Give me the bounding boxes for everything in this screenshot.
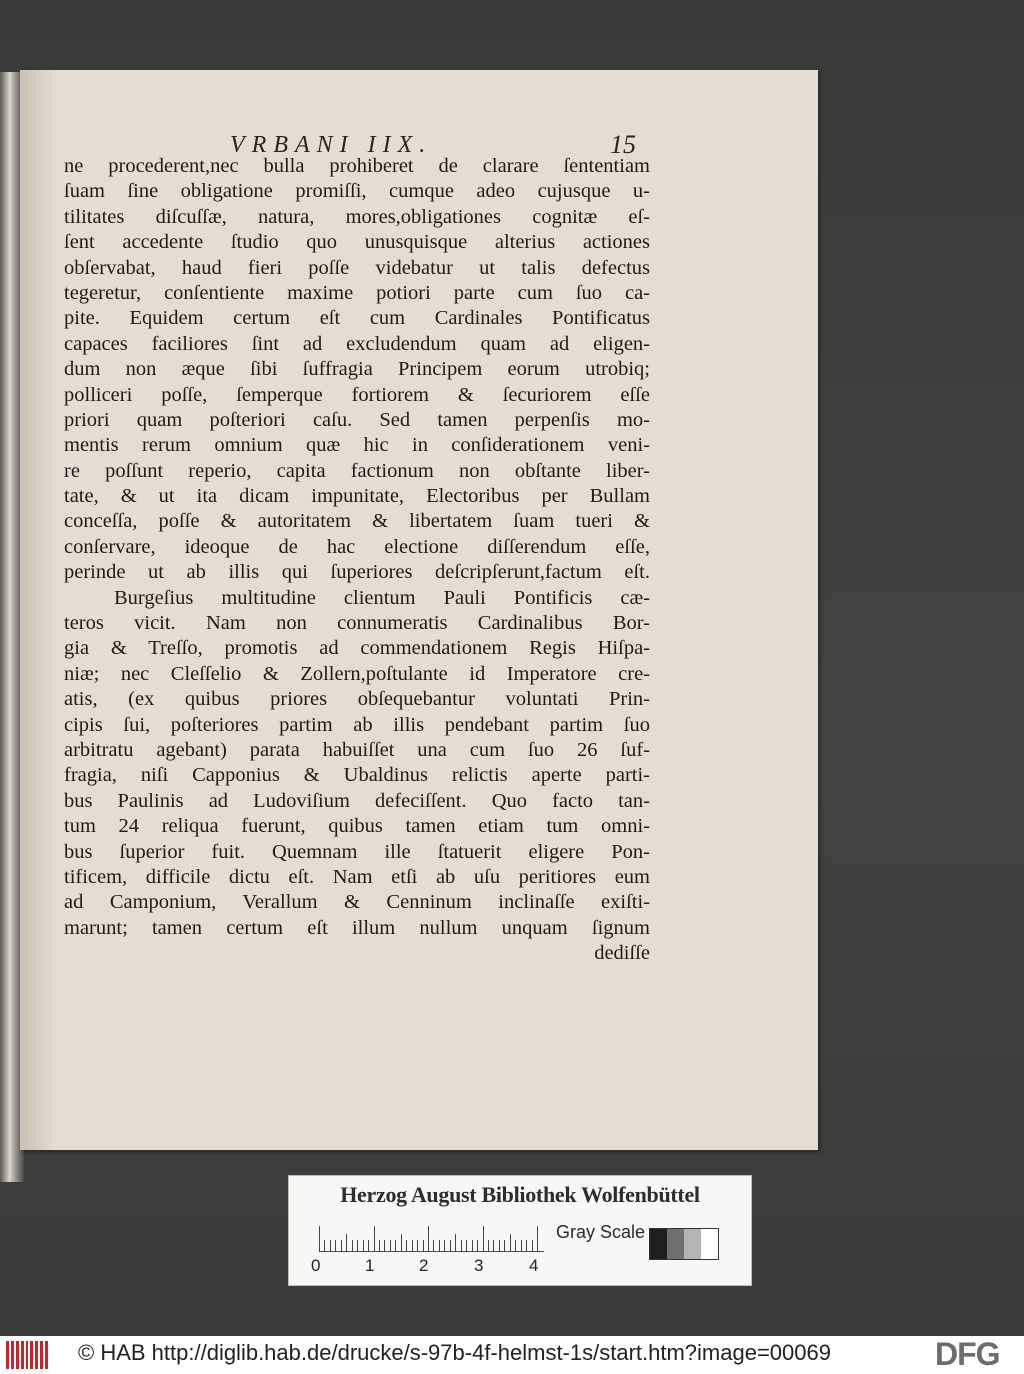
ruler-tick xyxy=(521,1240,522,1252)
barcode-icon xyxy=(6,1341,48,1369)
text-line: priori quam poſteriori caſu. Sed tamen perpenſis mo- xyxy=(64,408,650,431)
library-color-card xyxy=(288,1175,752,1286)
text-line: pite. Equidem certum eſt cum Cardinales Pontificatus xyxy=(64,307,650,330)
body-text xyxy=(64,154,650,967)
ruler-tick xyxy=(504,1240,505,1252)
gray-swatch xyxy=(684,1229,701,1259)
ruler-tick xyxy=(384,1240,385,1252)
ruler-tick xyxy=(401,1234,402,1252)
ruler-tick xyxy=(493,1240,494,1252)
ruler-tick xyxy=(526,1240,527,1252)
ruler-tick xyxy=(515,1240,516,1252)
ruler-tick xyxy=(423,1240,424,1252)
ruler-tick xyxy=(417,1240,418,1252)
text-line: ad Camponium, Verallum & Cenninum inclinaſſe exiſti- xyxy=(64,891,650,914)
text-line: obſervabat, haud fieri poſſe videbatur ut talis defectus xyxy=(64,256,650,279)
text-line: niæ; nec Cleſſelio & Zollern,poſtulante id Imperatore cre- xyxy=(64,662,650,685)
ruler-tick xyxy=(488,1240,489,1252)
ruler-number: 2 xyxy=(419,1256,429,1275)
text-line: tum 24 reliqua fuerunt, quibus tamen etiam tum omni- xyxy=(64,815,650,838)
page-number: 15 xyxy=(610,130,636,159)
ruler-tick xyxy=(433,1240,434,1252)
ruler-tick xyxy=(357,1240,358,1252)
ruler-tick xyxy=(390,1240,391,1252)
ruler-tick xyxy=(379,1240,380,1252)
text-line: tate, & ut ita dicam impunitate, Electoribus per Bullam xyxy=(64,485,650,508)
text-line: teros vicit. Nam non connumeratis Cardinalibus Bor- xyxy=(64,612,650,635)
ruler-tick xyxy=(330,1240,331,1252)
ruler-tick xyxy=(346,1234,347,1252)
text-line: bus Paulinis ad Ludoviſium defeciſſent. Quo facto tan- xyxy=(64,789,650,812)
text-line: marunt; tamen certum eſt illum nullum unquam ſignum xyxy=(64,916,650,939)
ruler-tick xyxy=(324,1240,325,1252)
ruler-tick xyxy=(461,1240,462,1252)
ruler-tick xyxy=(466,1240,467,1252)
text-line: polliceri poſſe, ſemperque fortiorem & ſecuriorem eſſe xyxy=(64,383,650,406)
text-line: ſuam ſine obligatione promiſſi, cumque adeo cujusque u- xyxy=(64,180,650,203)
text-line: capaces faciliores ſint ad excludendum quam ad eligen- xyxy=(64,332,650,355)
ruler-tick xyxy=(335,1240,336,1252)
ruler-tick xyxy=(412,1240,413,1252)
gray-scale-label: Gray Scale xyxy=(556,1222,646,1242)
text-line: ſent accedente ſtudio quo unusquisque alterius actiones xyxy=(64,231,650,254)
text-line: gia & Treſſo, promotis ad commendationem Regis Hiſpa- xyxy=(64,637,650,660)
gutter-shadow xyxy=(20,70,56,1150)
text-line: dum non æque ſibi ſuffragia Principem eorum utrobiq; xyxy=(64,358,650,381)
ruler-tick xyxy=(450,1240,451,1252)
running-head-title: VRBANI IIX. xyxy=(230,132,433,158)
text-line: re poſſunt reperio, capita factionum non obſtante liber- xyxy=(64,459,650,482)
library-name: Herzog August Bibliothek Wolfenbüttel xyxy=(340,1182,700,1207)
gray-swatch xyxy=(667,1229,684,1259)
ruler-tick xyxy=(537,1226,538,1252)
text-line: bus ſuperior fuit. Quemnam ille ſtatuerit eligere Pon- xyxy=(64,840,650,863)
text-line: fragia, niſi Capponius & Ubaldinus relictis aperte parti- xyxy=(64,764,650,787)
ruler-tick xyxy=(363,1240,364,1252)
text-line: cipis ſui, poſteriores partim ab illis pendebant partim ſuo xyxy=(64,713,650,736)
text-line: conſervare, ideoque de hac electione diſſerendum eſſe, xyxy=(64,535,650,558)
gray-swatch xyxy=(650,1229,667,1259)
ruler-tick xyxy=(368,1240,369,1252)
book-page xyxy=(20,70,818,1150)
ruler-tick xyxy=(444,1240,445,1252)
footer-bar xyxy=(0,1336,1024,1374)
ruler-tick xyxy=(428,1226,429,1252)
text-line: conceſſa, poſſe & autoritatem & libertatem ſuam tueri & xyxy=(64,510,650,533)
text-line: arbitratu agebant) parata habuiſſet una cum ſuo 26 ſuf- xyxy=(64,738,650,761)
ruler-tick xyxy=(499,1240,500,1252)
ruler-tick xyxy=(477,1240,478,1252)
ruler-tick xyxy=(455,1234,456,1252)
ruler-tick xyxy=(406,1240,407,1252)
text-line: perinde ut ab illis qui ſuperiores deſcripſerunt,factum eſt. xyxy=(64,561,650,584)
text-line: ne procederent,nec bulla prohiberet de clarare ſententiam xyxy=(64,155,650,177)
ruler-tick xyxy=(395,1240,396,1252)
ruler-tick xyxy=(439,1240,440,1252)
ruler-tick xyxy=(472,1240,473,1252)
ruler-tick xyxy=(510,1234,511,1252)
ruler-tick xyxy=(532,1240,533,1252)
dfg-logo: DFG xyxy=(935,1336,1000,1372)
source-url[interactable]: © HAB http://diglib.hab.de/drucke/s-97b-4f-helmst-1s/start.htm?image=00069 xyxy=(78,1340,831,1365)
paragraph-start-line: Burgeſius multitudine clientum Pauli Pontificis cæ- xyxy=(114,586,650,609)
catchword: dediſſe xyxy=(594,942,650,965)
text-line: tificem, difficile dictu eſt. Nam etſi ab uſu peritiores eum xyxy=(64,865,650,888)
ruler-tick xyxy=(374,1226,375,1252)
ruler-number: 1 xyxy=(365,1256,375,1275)
ruler-tick xyxy=(341,1240,342,1252)
text-line: mentis rerum omnium quæ hic in conſiderationem veni- xyxy=(64,434,650,457)
text-line: tilitates diſcuſſæ, natura, mores,obligationes cognitæ eſ- xyxy=(64,205,650,228)
ruler-tick xyxy=(483,1226,484,1252)
ruler-tick xyxy=(352,1240,353,1252)
scale-ruler xyxy=(319,1224,544,1252)
ruler-number: 0 xyxy=(311,1256,321,1275)
ruler-number: 4 xyxy=(529,1256,539,1275)
ruler-tick xyxy=(319,1226,320,1252)
ruler-number: 3 xyxy=(474,1256,484,1275)
gray-swatch xyxy=(701,1229,718,1259)
text-line: tegeretur, conſentiente maxime potiori parte cum ſuo ca- xyxy=(64,281,650,304)
gray-scale-swatches xyxy=(649,1228,719,1260)
ruler-numbers xyxy=(311,1256,571,1278)
text-line: atis, (ex quibus priores obſequebantur voluntati Prin- xyxy=(64,688,650,711)
